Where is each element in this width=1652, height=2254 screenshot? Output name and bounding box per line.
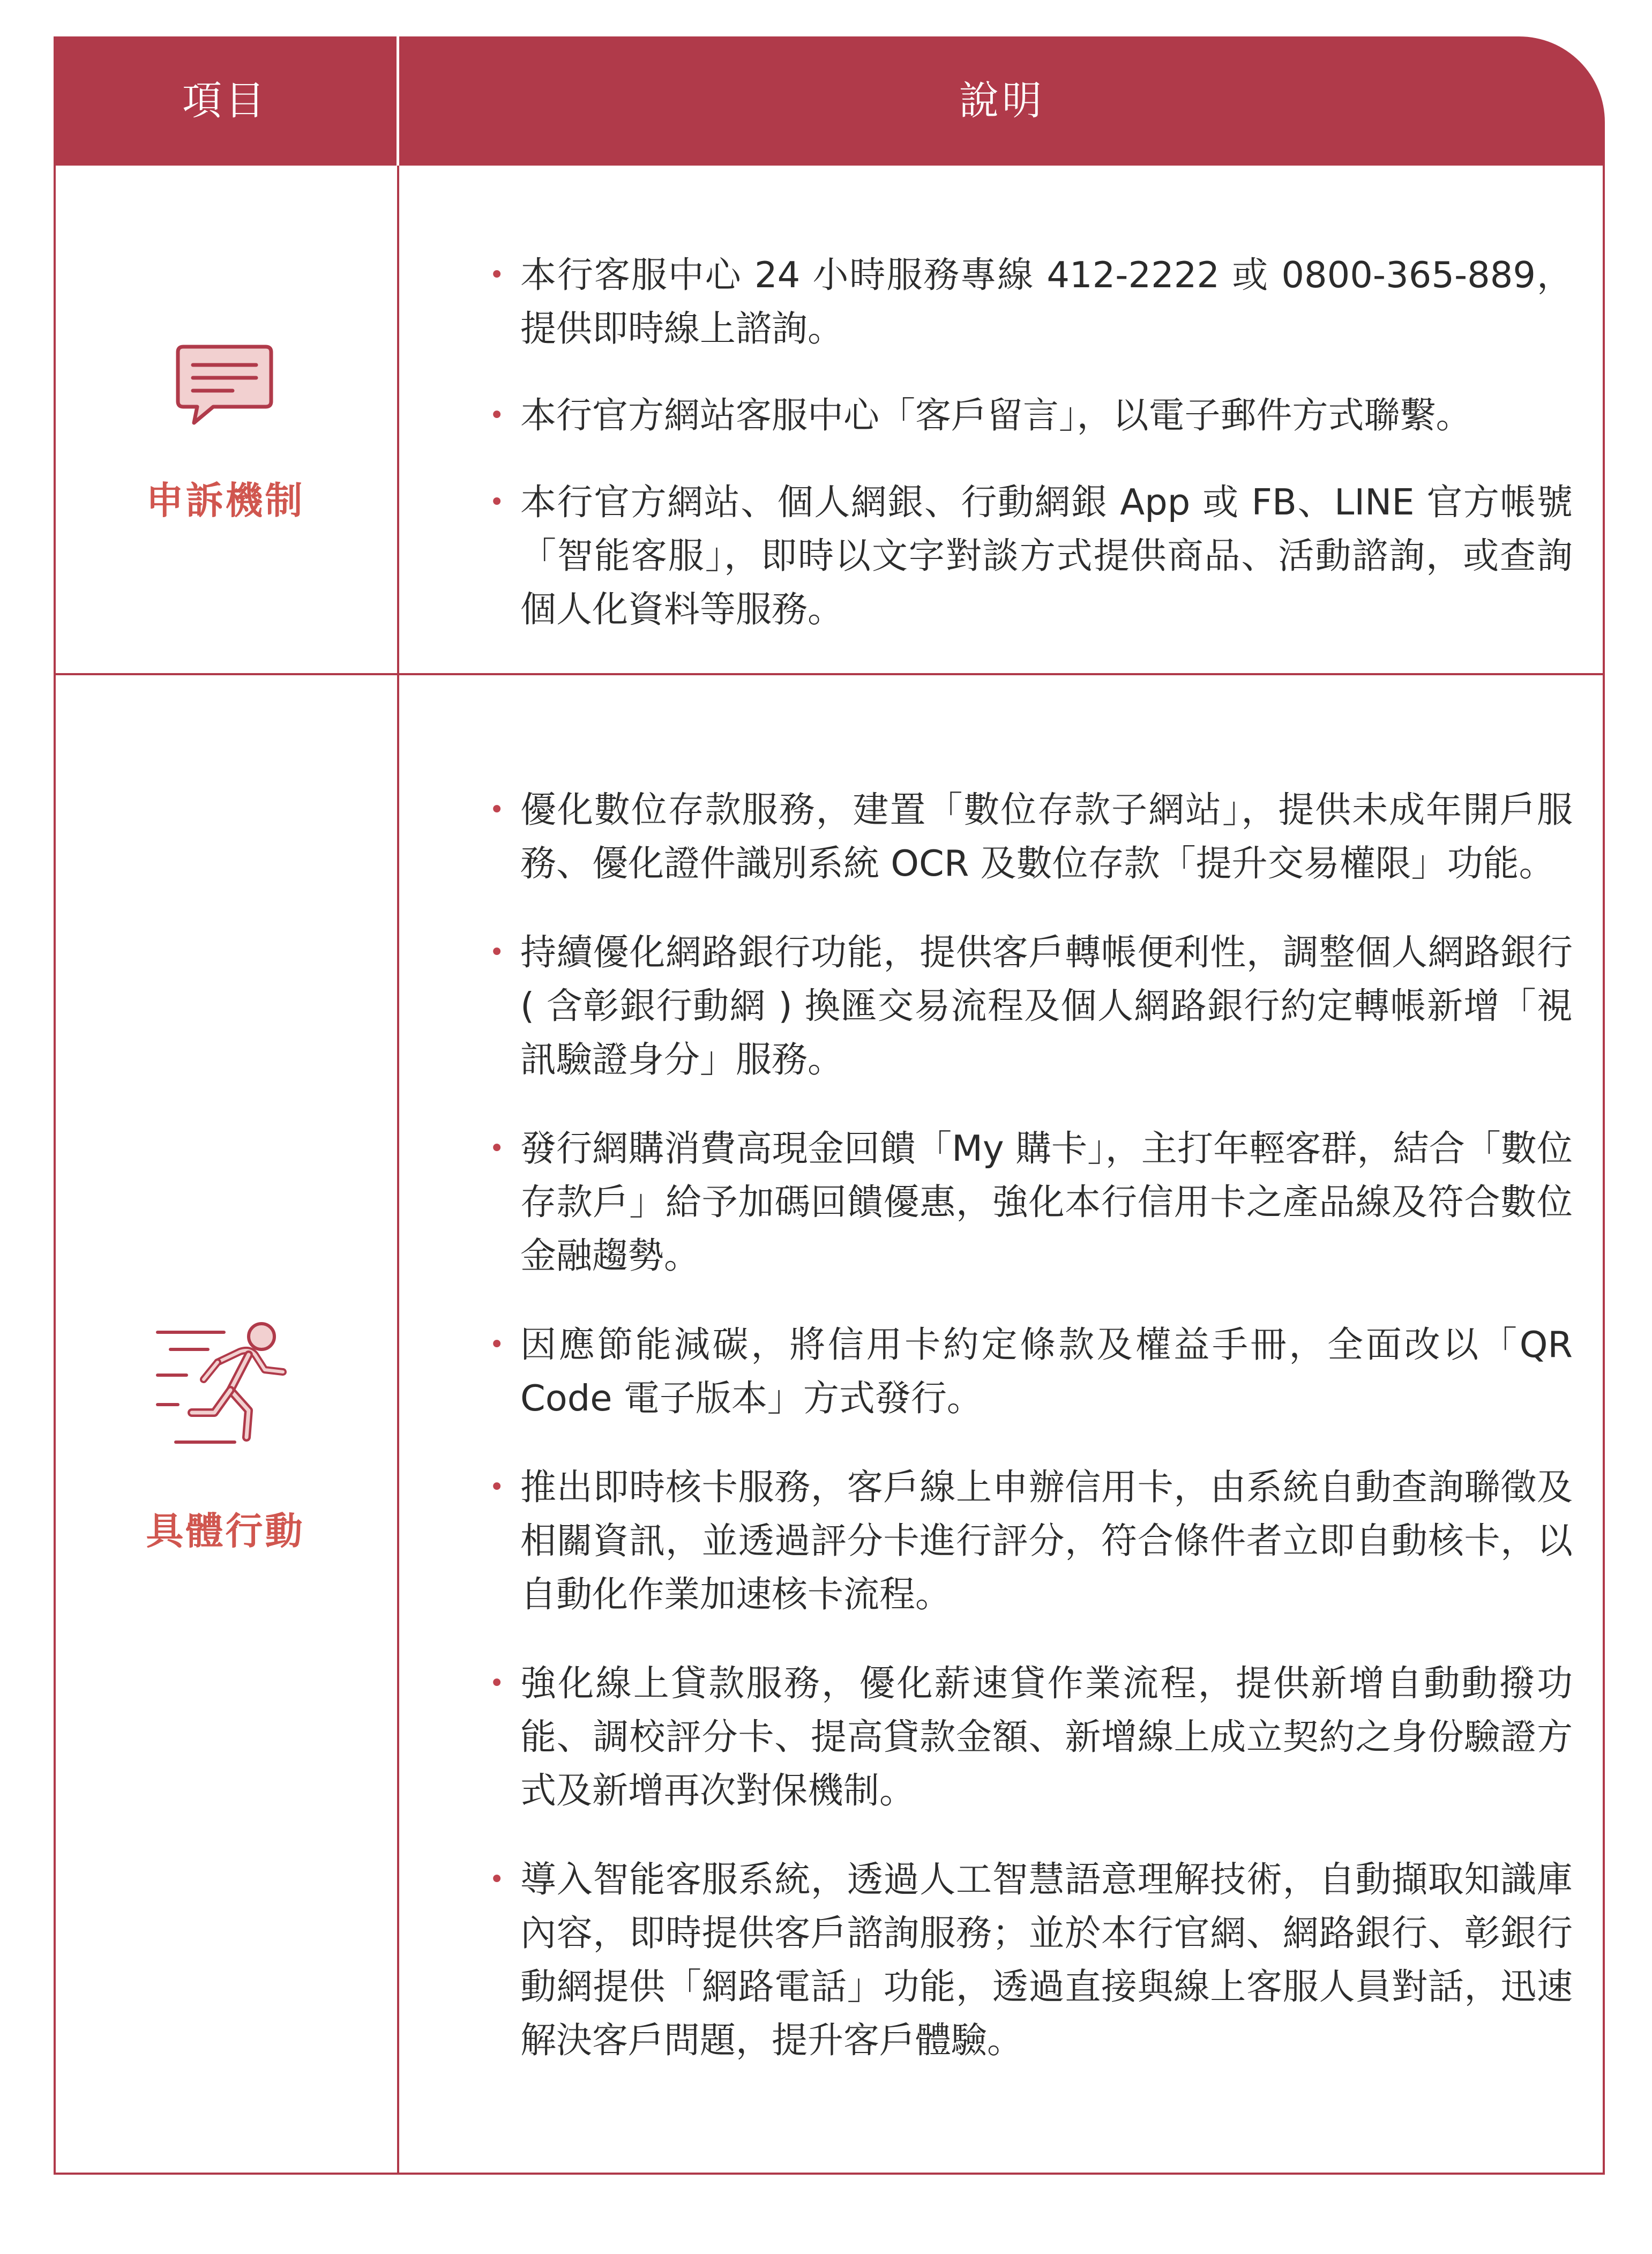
complaint-list (399, 248, 1605, 669)
running-person-icon (154, 1316, 299, 1450)
header-description: 說明 (959, 78, 1045, 124)
row-label-action: 具體行動 (146, 1509, 305, 1553)
header-item: 項目 (182, 78, 268, 124)
list-item: • 發行網購消費高現金回饋「My 購卡」，主打年輕客群，結合「數位存款戶」給予加碼回饋優惠，強化本行信用卡之產品線及符合數位金融趨勢。 (399, 1122, 1605, 1282)
list-item: • 強化線上貸款服務，優化薪速貸作業流程，提供新增自動動撥功能、調校評分卡、提高貸款金額、新增線上成立契約之身份驗證方式及新增再次對保機制。 (399, 1656, 1605, 1817)
action-list (399, 783, 1605, 2102)
row-label-complaint: 申訴機制 (146, 479, 305, 523)
row-divider (54, 673, 1605, 675)
list-item: • 導入智能客服系統，透過人工智慧語意理解技術，自動擷取知識庫內容，即時提供客戶諮詢服務；並於本行官網、網路銀行、彰銀行動網提供「網路電話」功能，透過直接與線上客服人員對話，迅速解決客戶問題，提升客戶體驗。 (399, 1853, 1605, 2067)
info-table (54, 36, 1605, 2175)
list-item: • 本行客服中心 24 小時服務專線 412-2222 或 0800-365-889，提供即時線上諮詢。 (399, 248, 1605, 355)
list-item: • 因應節能減碳，將信用卡約定條款及權益手冊，全面改以「QR Code 電子版本」方式發行。 (399, 1318, 1605, 1425)
list-item: • 推出即時核卡服務，客戶線上申辦信用卡，由系統自動查詢聯徵及相關資訊，並透過評分卡進行評分，符合條件者立即自動核卡，以自動化作業加速核卡流程。 (399, 1460, 1605, 1621)
chat-message-icon (174, 342, 275, 428)
list-item: • 本行官方網站客服中心「客戶留言」，以電子郵件方式聯繫。 (399, 389, 1605, 442)
list-item: • 持續優化網路銀行功能，提供客戶轉帳便利性，調整個人網路銀行 ( 含彰銀行動網 ) 換匯交易流程及個人網路銀行約定轉帳新增「視訊驗證身分」服務。 (399, 926, 1605, 1086)
list-item: • 本行官方網站、個人網銀、行動網銀 App 或 FB、LINE 官方帳號「智能客服」，即時以文字對談方式提供商品、活動諮詢，或查詢個人化資料等服務。 (399, 475, 1605, 636)
list-item: • 優化數位存款服務，建置「數位存款子網站」，提供未成年開戶服務、優化證件識別系統 OCR 及數位存款「提升交易權限」功能。 (399, 783, 1605, 890)
